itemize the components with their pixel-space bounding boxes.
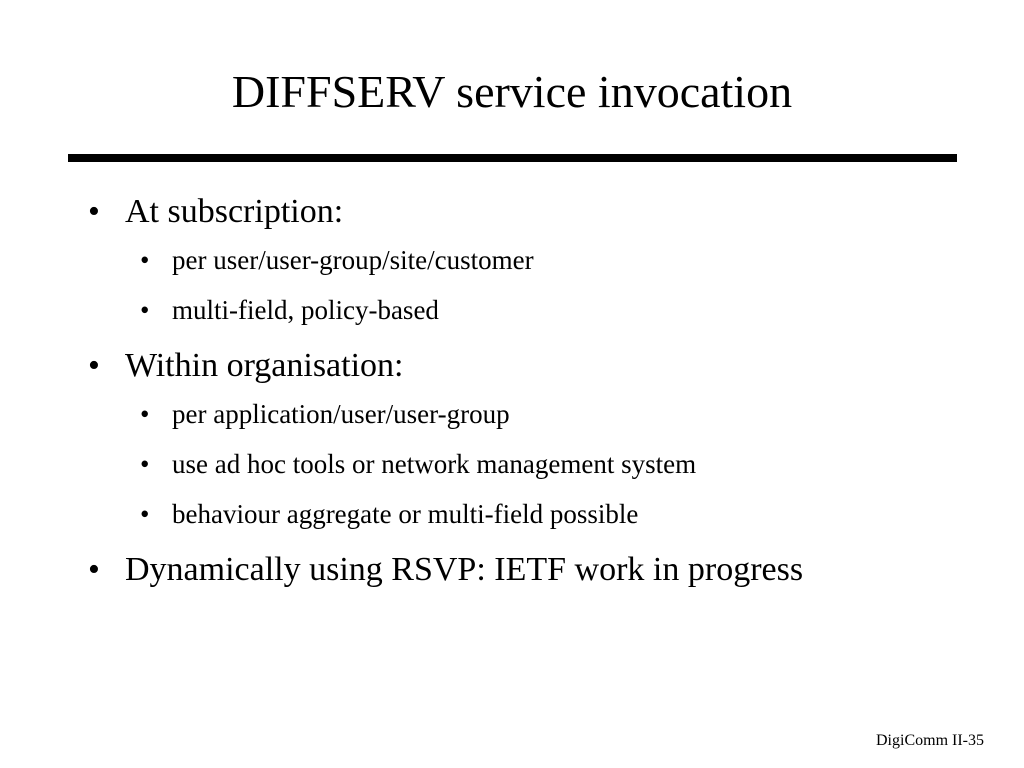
sub-bullet-text: multi-field, policy-based [172, 295, 439, 325]
bullet-at-subscription [0, 188, 1024, 236]
sub-bullet-text: use ad hoc tools or network management system [172, 449, 697, 479]
bullet-icon: • [140, 449, 150, 479]
bullet-icon: • [140, 295, 150, 325]
sub-bullet [0, 396, 1024, 432]
slide-footer: DigiComm II-35 [876, 732, 984, 749]
slide-title: DIFFSERV service invocation [231, 66, 793, 117]
bullet-icon: • [88, 347, 100, 384]
bullet-dynamically-rsvp [0, 546, 1024, 594]
sub-bullet-text: per application/user/user-group [172, 399, 510, 429]
bullet-icon: • [88, 551, 100, 588]
sub-bullet [0, 496, 1024, 532]
bullet-text: At subscription: [125, 193, 344, 230]
sub-bullet [0, 446, 1024, 482]
bullet-within-organisation [0, 342, 1024, 390]
bullet-icon: • [140, 399, 150, 429]
title-divider [68, 154, 957, 162]
sub-bullet [0, 292, 1024, 328]
bullet-icon: • [88, 193, 100, 230]
sub-bullet-text: behaviour aggregate or multi-field possible [172, 499, 639, 529]
sub-bullet-text: per user/user-group/site/customer [172, 245, 534, 275]
sub-bullet [0, 242, 1024, 278]
bullet-text: Within organisation: [125, 347, 404, 384]
bullet-text: Dynamically using RSVP: IETF work in progress [125, 551, 804, 588]
bullet-list [0, 188, 1024, 594]
bullet-icon: • [140, 245, 150, 275]
bullet-icon: • [140, 499, 150, 529]
